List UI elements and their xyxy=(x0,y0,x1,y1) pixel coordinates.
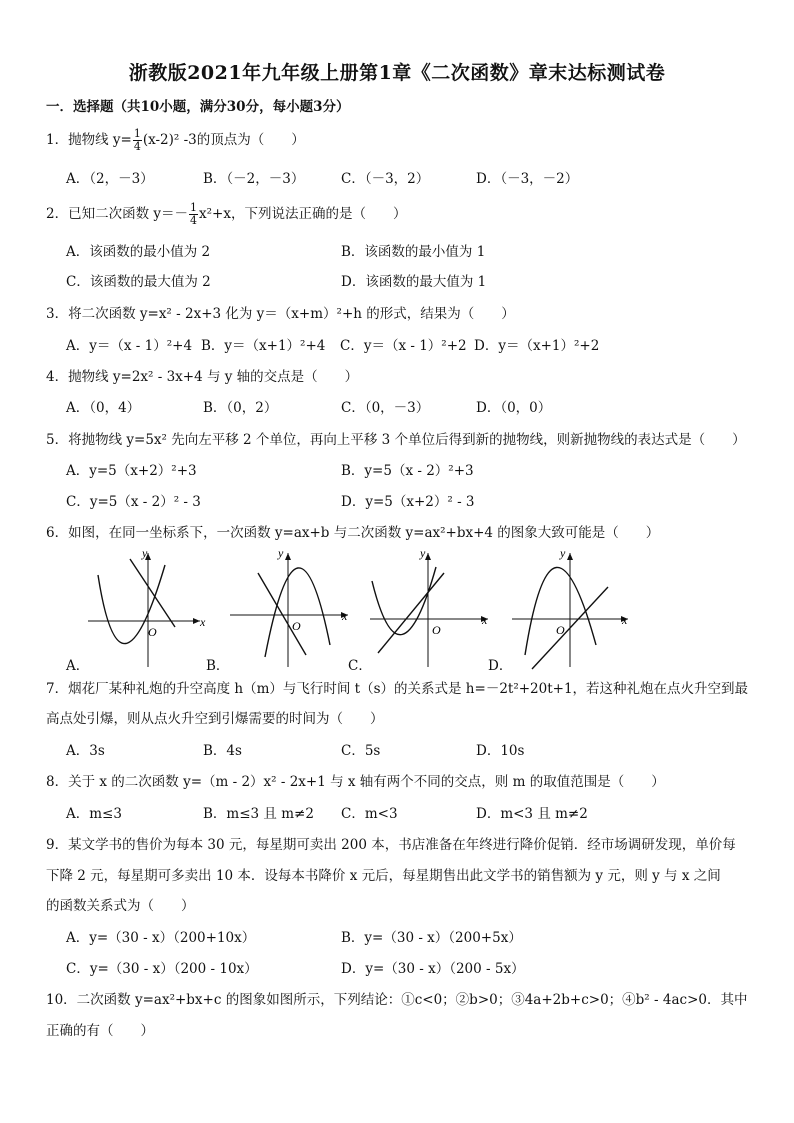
q6-option-c[interactable]: C． xyxy=(348,658,372,674)
q2-option-c[interactable]: C．该函数的最大值为 2 xyxy=(66,274,211,290)
question-1 xyxy=(46,128,305,153)
question-6: 6．如图，在同一坐标系下，一次函数 y=ax+b 与二次函数 y=ax²+bx+4 的图象大致可能是（ ） xyxy=(46,525,660,541)
question-10-line-2: 正确的有（ ） xyxy=(46,1023,154,1039)
q8-option-c[interactable]: C．m<3 xyxy=(341,806,398,822)
graph-a-x-arrow xyxy=(193,618,200,624)
graph-a-line xyxy=(130,559,175,627)
q7-option-c[interactable]: C．5s xyxy=(341,743,381,759)
graph-a xyxy=(88,553,200,667)
question-9-line-3: 的函数关系式为（ ） xyxy=(46,898,195,914)
q2-option-d[interactable]: D．该函数的最大值为 1 xyxy=(341,274,487,290)
q5-option-c[interactable]: C．y=5（x - 2）² - 3 xyxy=(66,494,201,510)
graph-b-y-label: y xyxy=(278,546,284,560)
question-5: 5．将抛物线 y=5x² 先向左平移 2 个单位，再向上平移 3 个单位后得到新的抛物线，则新抛物线的表达式是（ ） xyxy=(46,432,746,448)
graph-c-line xyxy=(378,573,444,653)
graph-b-parabola xyxy=(265,568,330,657)
graph-a-origin: O xyxy=(148,625,157,639)
graph-b-origin: O xyxy=(292,619,301,633)
q4-option-c[interactable]: C．（0，－3） xyxy=(341,400,430,416)
q3-option-a[interactable]: A．y＝（x - 1）²+4 xyxy=(66,338,193,354)
q7-option-b[interactable]: B．4s xyxy=(203,743,242,759)
q3-option-b[interactable]: B．y＝（x+1）²+4 xyxy=(201,338,326,354)
q6-option-a[interactable]: A． xyxy=(66,658,90,674)
q3-option-c[interactable]: C．y＝（x - 1）²+2 xyxy=(340,338,467,354)
q1-post: (x-2)² -3的顶点为（ ） xyxy=(142,132,305,148)
q8-option-b[interactable]: B．m≤3 且 m≠2 xyxy=(203,806,314,822)
q6-option-b[interactable]: B． xyxy=(206,658,230,674)
q1-pre: 1．抛物线 y= xyxy=(46,132,132,148)
graph-d-y-arrow xyxy=(567,553,573,560)
question-4: 4．抛物线 y=2x² - 3x+4 与 y 轴的交点是（ ） xyxy=(46,369,359,385)
graph-d-y-label: y xyxy=(560,546,566,560)
q1-option-d[interactable]: D．（－3，－2） xyxy=(476,171,579,187)
question-7-line-1: 7．烟花厂某种礼炮的升空高度 h（m）与飞行时间 t（s）的关系式是 h=－2t²+20t+1，若这种礼炮在点火升空到最 xyxy=(46,681,749,697)
question-2 xyxy=(46,202,406,227)
question-3: 3．将二次函数 y=x² - 2x+3 化为 y＝（x+m）²+h 的形式，结果为（ ） xyxy=(46,306,515,322)
graph-d-x-label: x xyxy=(622,613,628,627)
section-heading: 一．选择题（共10小题，满分30分，每小题3分） xyxy=(46,99,350,115)
q8-option-d[interactable]: D．m<3 且 m≠2 xyxy=(476,806,588,822)
q4-option-a[interactable]: A．（0，4） xyxy=(66,400,141,416)
question-8: 8．关于 x 的二次函数 y=（m - 2）x² - 2x+1 与 x 轴有两个不同的交点，则 m 的取值范围是（ ） xyxy=(46,774,665,790)
graph-d-origin: O xyxy=(556,623,565,637)
q4-option-d[interactable]: D．（0，0） xyxy=(476,400,552,416)
graph-c-y-label: y xyxy=(420,546,426,560)
q1-fraction: $\frac{1}{4}$ xyxy=(133,127,141,153)
graph-c-origin: O xyxy=(432,623,441,637)
q7-option-d[interactable]: D．10s xyxy=(476,743,525,759)
q9-option-a[interactable]: A．y=（30 - x）（200+10x） xyxy=(66,930,256,946)
q2-post: x²+x，下列说法正确的是（ ） xyxy=(199,206,407,222)
q8-option-a[interactable]: A．m≤3 xyxy=(66,806,122,822)
q9-option-d[interactable]: D．y=（30 - x）（200 - 5x） xyxy=(341,961,525,977)
graph-c xyxy=(370,553,488,667)
question-9-line-1: 9．某文学书的售价为每本 30 元，每星期可卖出 200 本，书店准备在年终进行降价促销．经市场调研发现，单价每 xyxy=(46,837,736,853)
q2-pre: 2．已知二次函数 y＝－ xyxy=(46,206,189,222)
q1-option-a[interactable]: A．（2，－3） xyxy=(66,171,154,187)
graph-c-y-arrow xyxy=(425,553,431,560)
q9-option-b[interactable]: B．y=（30 - x）（200+5x） xyxy=(341,930,522,946)
graph-b-x-label: x xyxy=(342,609,348,623)
graph-b xyxy=(230,553,348,667)
q5-option-a[interactable]: A．y=5（x+2）²+3 xyxy=(66,463,197,479)
q2-option-a[interactable]: A．该函数的最小值为 2 xyxy=(66,244,211,260)
graph-b-line xyxy=(258,573,306,655)
q5-option-b[interactable]: B．y=5（x - 2）²+3 xyxy=(341,463,474,479)
question-7-line-2: 高点处引爆，则从点火升空到引爆需要的时间为（ ） xyxy=(46,711,384,727)
q7-option-a[interactable]: A．3s xyxy=(66,743,105,759)
question-10-line-1: 10．二次函数 y=ax²+bx+c 的图象如图所示，下列结论：①c<0；②b>0；③4a+2b+c>0；④b² - 4ac>0．其中 xyxy=(46,992,748,1008)
graph-c-x-label: x xyxy=(482,613,488,627)
graph-d xyxy=(512,553,628,669)
q5-option-d[interactable]: D．y=5（x+2）² - 3 xyxy=(341,494,475,510)
graph-c-parabola xyxy=(372,567,436,635)
q2-fraction: $\frac{1}{4}$ xyxy=(190,201,198,227)
q2-option-b[interactable]: B．该函数的最小值为 1 xyxy=(341,244,486,260)
q6-option-d[interactable]: D． xyxy=(488,658,513,674)
graph-a-y-label: y xyxy=(142,546,148,560)
q9-option-c[interactable]: C．y=（30 - x）（200 - 10x） xyxy=(66,961,258,977)
q1-option-c[interactable]: C．（－3，2） xyxy=(341,171,430,187)
question-9-line-2: 下降 2 元，每星期可多卖出 10 本．设每本书降价 x 元后，每星期售出此文学书的销售额为 y 元，则 y 与 x 之间 xyxy=(46,868,721,884)
q3-option-d[interactable]: D．y＝（x+1）²+2 xyxy=(474,338,600,354)
graph-a-x-label: x xyxy=(200,615,206,629)
q1-option-b[interactable]: B．（－2，－3） xyxy=(203,171,305,187)
graph-b-y-arrow xyxy=(285,553,291,560)
page-title: 浙教版2021年九年级上册第1章《二次函数》章末达标测试卷 xyxy=(128,62,666,84)
q4-option-b[interactable]: B．（0，2） xyxy=(203,400,278,416)
